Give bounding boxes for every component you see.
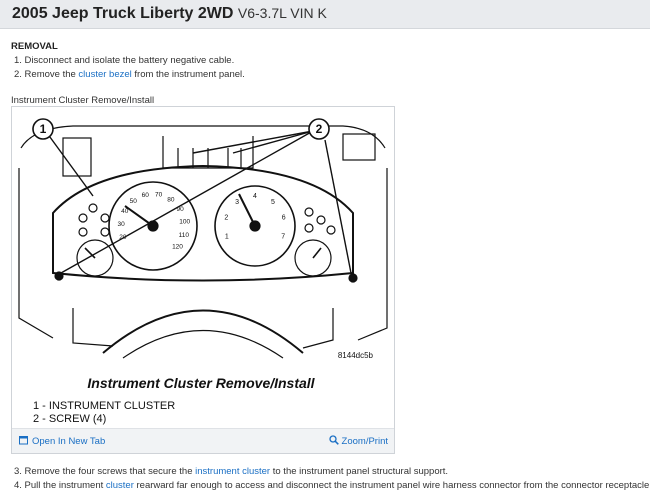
tach-tick-1: 1 <box>224 233 229 241</box>
step-4-text-b: rearward far enough to access and disconnect the instrument panel wire harness connector from the connector receptacle <box>133 480 650 491</box>
page-header <box>0 0 650 29</box>
vehicle-title: 2005 Jeep Truck Liberty 2WD <box>12 5 234 22</box>
step-1: 1. Disconnect and isolate the battery negative cable. <box>14 55 235 66</box>
step-4 <box>14 480 649 491</box>
figure-panel <box>11 106 395 454</box>
engine-subtitle: V6-3.7L VIN K <box>237 5 327 21</box>
figure-code: 8144dc5b <box>337 351 373 360</box>
step-4-text-a: 4. Pull the instrument <box>14 480 106 491</box>
vent-left <box>63 138 91 176</box>
speedo-tick-50: 50 <box>129 197 137 205</box>
dash-left-edge <box>19 168 53 338</box>
page-title <box>12 5 327 23</box>
figure-caption: Instrument Cluster Remove/Install <box>11 95 155 106</box>
vent-right <box>343 134 375 160</box>
tach-tick-6: 6 <box>281 214 286 222</box>
speedo-tick-60: 60 <box>141 192 149 199</box>
steering-column <box>103 311 303 354</box>
new-tab-icon <box>19 435 29 445</box>
speedo-tick-120: 120 <box>172 243 183 251</box>
legend-item-2: 2 - SCREW (4) <box>33 413 107 425</box>
open-in-new-tab-link[interactable] <box>19 435 105 447</box>
tach-tick-2: 2 <box>224 214 229 222</box>
instrument-cluster-link[interactable]: instrument cluster <box>195 466 271 477</box>
dash-top-edge <box>21 126 385 148</box>
speedo-tick-30: 30 <box>117 220 125 228</box>
step-2-text-a: 2. Remove the <box>14 69 79 80</box>
speedo-tick-90: 90 <box>176 206 184 213</box>
speedo-tick-100: 100 <box>179 218 191 226</box>
figure-title: Instrument Cluster Remove/Install <box>87 375 315 391</box>
legend-item-1: 1 - INSTRUMENT CLUSTER <box>33 400 176 412</box>
instrument-cluster-illustration[interactable] <box>13 108 393 430</box>
tach-tick-5: 5 <box>270 198 275 206</box>
callout-2: 2 <box>315 122 323 136</box>
tachometer-tick-labels <box>224 193 285 240</box>
cluster-bezel-link[interactable]: cluster bezel <box>78 69 132 80</box>
speedo-tick-110: 110 <box>178 231 189 239</box>
dash-right-edge <box>358 168 387 340</box>
step-2-text-b: from the instrument panel. <box>131 69 245 80</box>
speedo-tick-40: 40 <box>121 208 129 215</box>
magnifier-icon <box>329 435 339 445</box>
step-3-text-b: to the instrument panel structural support. <box>270 466 449 477</box>
screw-right <box>349 274 357 282</box>
callout-1: 1 <box>39 122 47 136</box>
speedo-tick-70: 70 <box>154 191 163 199</box>
step-3-text-a: 3. Remove the four screws that secure the <box>14 466 196 477</box>
figure-toolbar <box>12 428 394 453</box>
removal-heading: REMOVAL <box>11 41 58 52</box>
cluster-housing <box>53 166 353 281</box>
tach-tick-7: 7 <box>281 233 286 241</box>
zoom-print-link[interactable] <box>329 435 388 447</box>
zoom-print-label: Zoom/Print <box>341 436 388 447</box>
step-2 <box>14 69 245 80</box>
tach-tick-4: 4 <box>253 193 257 200</box>
step-3 <box>14 466 448 477</box>
speedo-tick-20: 20 <box>119 233 127 241</box>
speedo-tick-80: 80 <box>167 196 175 204</box>
tach-tick-3: 3 <box>235 198 240 206</box>
open-in-new-tab-label: Open In New Tab <box>32 436 106 447</box>
cluster-link[interactable]: cluster <box>105 480 134 491</box>
